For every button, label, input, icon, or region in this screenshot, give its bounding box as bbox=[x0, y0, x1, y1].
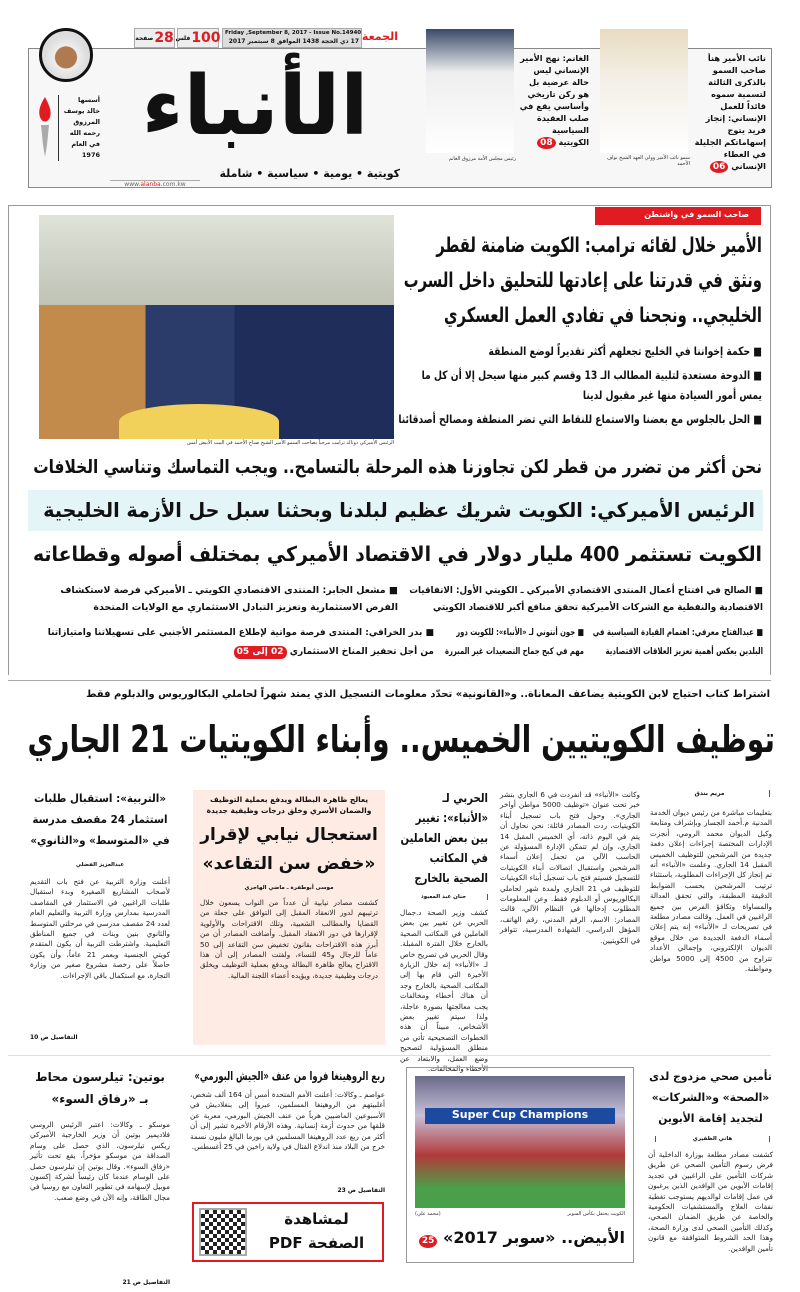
price: 100 bbox=[191, 30, 221, 46]
rohingya-body: عواصم ـ وكالات: أعلنت الأمم المتحدة أمس أن 164 ألف شخص، أغلبيتهم من الروهينغا المسلمين، عبروا إلى بنغلاديش في الأسبوعين الماضيين هرباً من عنف الجيش البورمي، معربة عن قلقها من حدوث أزمة إنسانية. وهذه الأرقام الأخيرة تشير إلى أن أكثر من ربع عدد الروهينغا المسلمين في بورما البالغ مليون نسمة خرج من البلاد منذ اندلاع القتال في ولاية راخين في 25 أغسطس. bbox=[190, 1090, 386, 1152]
lead-bullet: ■ حكمة إخواننا في الخليج تجعلهم أكثر تقديراً لوضع المنطقة bbox=[398, 341, 762, 361]
price-unit: فلس bbox=[175, 34, 191, 42]
page-ref-badge: 08 bbox=[537, 137, 556, 149]
promo-headline-inner bbox=[519, 52, 589, 149]
lead-sub-5-inner bbox=[32, 624, 434, 662]
jobs-headline-text: توظيف الكويتيين الخميس.. وأبناء الكويتيات 21 الجاري bbox=[27, 718, 775, 761]
lead-sub-4 bbox=[442, 624, 584, 664]
founder-line: أسسها bbox=[78, 96, 100, 104]
rohingya-more-link[interactable]: التفاصيل ص 23 bbox=[337, 1187, 385, 1194]
issue-day: الجمعة bbox=[361, 30, 398, 43]
retirement-body: كشفت مصادر نيابية أن عدداً من النواب يسعون خلال ترتيبهم لدور الانعقاد المقبل إلى التوافق على جعلة من القضايا والمطالب الشعبية، وتلك الاقتراحات والأولوية لإقرارها في دور الانعقاد المقبل. وأضافت المصادر أن من أبرز هذه الاقتراحات بقانون تخفيض سن التقاعد إلى 50 عاماً للرجال و45 للنساء، ولفتت المصادر إلى أن هذا الاقتراح يعالج ظاهرة البطالة ويدفع بعملية التوظيف ويخلق درجات وظيفية جديدة، ويؤيده أعضاء اللجنة المالية. bbox=[200, 898, 378, 980]
lead-sub-text: ■ عبدالفتاح معرفي: اهتمام القيادة السياسية في البلدين يعكس أهمية تعزيز العلاقات الاقتصادية bbox=[592, 624, 763, 662]
promo-caption: سمو نائب الأمير وولي العهد الشيخ نواف الأحمد bbox=[606, 155, 690, 167]
education-headline[interactable] bbox=[30, 788, 170, 858]
sport-headline-text: الأبيض.. «سوبر 2017» bbox=[443, 1228, 625, 1247]
retirement-headline-text: استعجال نيابي لإقرار «خفض سن التقاعد» bbox=[200, 825, 378, 874]
lead-line-1-text: نحن أكثر من تضرر من قطر لكن تجاوزنا هذه المرحلة بالتسامح.. ويجب التماسك وتناسي الخلافات bbox=[33, 457, 762, 478]
issue-date bbox=[225, 29, 362, 47]
jobs-kicker bbox=[30, 687, 770, 703]
promo-text: نائب الأمير هنأ صاحب السمو بالذكرى الثالثة لتسمية سموه قائداً للعمل الإنساني: إنجاز فريد يتوج إسهاماتكم الجليلة في العطاء الإنساني bbox=[694, 53, 766, 171]
website-prefix: www. bbox=[124, 181, 141, 188]
newspaper-logo: الأنباء bbox=[141, 59, 369, 154]
lead-bullets-inner bbox=[398, 341, 762, 429]
lead-sub-5 bbox=[32, 624, 434, 664]
divider bbox=[8, 1055, 771, 1056]
promo-headline-inner bbox=[692, 52, 766, 173]
education-headline-text: «التربية»: استقبال طلبات استثمار 24 مقصف مدرسة في «المتوسط» و«الثانوي» bbox=[30, 792, 170, 847]
pdf-label-1: لمشاهدة bbox=[284, 1210, 349, 1228]
sport-caption: الكويت يحتفل بكأس السوبر bbox=[567, 1211, 625, 1217]
harbi-body: كشف وزير الصحة د.جمال الحربي عن تغيير بين بعض العاملين في المكاتب الصحية بالخارج خلال الفترة المقبلة. وقال الحربي في تصريح خاص لـ «الأنباء» إنه خلال الزيارة الأخيرة التي قام بها إلى المكاتب الصحية بالخارج وجد أن هناك أخطاء ومخالفات يجب معالجتها بصورة عاجلة، ولذا سيتم تغيير بعض الأشخاص، مبيناً أن هذه الخطوات التصحيحية تأتي من منطلق المسؤولية لتصحيح وضع العمل، والابتعاد عن الأخطاء والمخالفات. bbox=[400, 908, 488, 1074]
pdf-box[interactable] bbox=[192, 1202, 384, 1262]
page-count: 28 bbox=[154, 30, 174, 46]
lead-sub-text: ■ مشعل الجابر: المنتدى الاقتصادي الكويتي ـ الأميركي فرصة لاستكشاف الفرص الاستثمارية وتعزيز التبادل الاستثماري مع الولايات المتحدة bbox=[32, 582, 398, 616]
lead-headline-text: الأمير خلال لقائه ترامب: الكويت ضامنة لقطر ونثق في قدرتنا على إعادتها للتحليق داخل السرب الخليجي.. ونجحنا في تفادي العمل العسكري bbox=[403, 233, 762, 327]
jobs-kicker-text: اشتراط كتاب احتياج لابن الكويتية يضاعف المعاناة.. و«القانونية» تحدّد معلومات التسجيل الذي يمتد شهراً لحاملي البكالوريوس والدبلوم فقط bbox=[86, 689, 770, 700]
page-ref-badge: 06 bbox=[710, 161, 729, 173]
sport-headline-inner bbox=[415, 1224, 625, 1252]
education-more-link[interactable]: التفاصيل ص 10 bbox=[30, 1034, 78, 1041]
lead-headline[interactable] bbox=[400, 228, 762, 336]
founder-line: في العام bbox=[71, 140, 100, 148]
promo-headline[interactable] bbox=[519, 52, 589, 180]
promo-caption: رئيس مجلس الأمة مرزوق الغانم bbox=[448, 156, 516, 162]
jobs-body-1: بتعليمات مباشرة من رئيس ديوان الخدمة المدنية م.أحمد الجسار وبإشراف ومتابعة وكيل الديوان محمد الرومي، أنجزت الإدارات المختصة إجراءات إعلان دفعة جديدة من المرشحين للتوظيف الخميس المقبل 14 الجاري. وعلمت «الأنباء» أنه تم إنجاز كل الإجراءات المطلوبة، باستثناء ترتيب المرشحين بحسب الضوابط الدقيقة المطبقة، والتي تحقق العدالة والمساواة وتكافؤ الفرص بين جميع الراغبين في العمل. وقالت مصادر مطلعة في تصريحات لـ «الأنباء» إنه يتم إعلان أسماء الدفعة الجديدة من خلال موقع الديوان الإلكتروني، وإجمالي الأعداد تتراوح من 4500 إلى 5000 مواطن ومواطنة. bbox=[650, 808, 773, 974]
lead-line-3-text: الكويت تستثمر 400 مليار دولار في الاقتصاد الأميركي بمختلف أصوله وقطاعاته bbox=[32, 542, 762, 566]
lead-sub-2 bbox=[32, 582, 398, 618]
promo-photo-ghanim bbox=[426, 29, 514, 153]
jobs-byline: مريم بندق bbox=[650, 790, 770, 797]
lead-bullet: ■ الدوحة مستعدة لتلبية المطالب الـ 13 وقسم كبير منها سيحل إلا أن كل ما يمس أمور السيادة منها غير مقبول لدينا bbox=[398, 365, 762, 405]
price-box bbox=[177, 28, 219, 48]
photo-banner: Super Cup Champions bbox=[425, 1108, 615, 1124]
lead-sub-3 bbox=[592, 624, 763, 664]
insurance-byline: هاني الظفيري bbox=[655, 1136, 770, 1142]
tagline-text: كويتية • يومية • سياسية • شاملة bbox=[219, 167, 400, 180]
founder-portrait bbox=[39, 28, 93, 82]
tagline bbox=[205, 166, 400, 182]
harbi-headline-text: الحربي لـ «الأنباء»: تغيير بين بعض العاملين في المكاتب الصحية بالخارج bbox=[400, 791, 488, 885]
jobs-body-2: وكانت «الأنباء» قد انفردت في 6 الجاري بنشر خبر تحت عنوان «توظيف 5000 مواطن أواخر الجاري». وحول فتح باب تسجيل أبناء الكويتيات، ردت المصادر قائلة: نحن نحاول أن يتم في اليوم ذاته، أي الخميس المقبل 14 الجاري، وإن لم تتمكن الإدارة المسؤولة عن الحاسب الآلي من تحمل إعلان أسماء المرشحين واستقبال اتصالات أبناء الكويتيات للتسجيل فسيتم فتح باب تسجيل أبناء الكويتيات للتوظيف في 21 الجاري ولمدة شهر لحاملي البكالوريوس أو الدبلوم فقط. وعن المعلومات المطلوب إدخالها في النظام الآلي، قالت المصادر: الاسم، الرقم المدني، رقم الهاتف، المؤهل الدراسي، الشهادة المدرسية، تتوافر في الكويتيين. bbox=[500, 790, 641, 945]
page-ref-badge: 25 bbox=[419, 1235, 438, 1248]
retirement-kicker-text: يعالج ظاهرة البطالة ويدفع بعملية التوظيف والضمان الأسري وخلق درجات وظيفية جديدة bbox=[206, 795, 372, 815]
founder-line: 1976 bbox=[81, 151, 100, 159]
website bbox=[110, 180, 200, 188]
website-brand: alanba bbox=[140, 181, 161, 188]
qr-code-icon[interactable] bbox=[199, 1208, 247, 1256]
sport-credit: (محمد علي) bbox=[415, 1211, 441, 1217]
putin-body: موسكو ـ وكالات: اعتبر الرئيس الروسي فلاديمير بوتين أن وزير الخارجية الأميركي ريكس تيلرسون، الذي حصل على وسام الصداقة من موسكو مؤخراً، يقع تحت تأثير «رفاق السوء». وقال بوتين إن تيلرسون حصل على الوسام عندما كان رئيساً لشركة إكسون موبيل لإسهامه في تطوير التعاون مع روسيا في مجال الطاقة، وإنه الآن في وضع صعب. bbox=[30, 1120, 170, 1202]
founder-line: خالد يوسف bbox=[63, 107, 100, 115]
retirement-byline: موسى أبوطفرة ـ ماضي الهاجري bbox=[244, 885, 334, 891]
promo-photo-nawaf bbox=[600, 29, 688, 153]
founder-note bbox=[58, 95, 100, 161]
insurance-headline-text: تأمين صحي مزدوج لدى «الصحة» و«الشركات» لتجديد إقامة الأبوين bbox=[649, 1070, 772, 1125]
putin-more-link[interactable]: التفاصيل ص 21 bbox=[122, 1279, 170, 1286]
lead-sub-text: ■ بدر الخرافي: المنتدى فرصة مواتية لإطلاع المستثمر الأجنبي على تسهيلاتنا وامتيازاتنا من أجل تحفيز المناخ الاستثماري bbox=[48, 628, 434, 657]
lead-bullets bbox=[398, 341, 762, 437]
putin-headline-text: بوتين: تيلرسون محاط بـ «رفاق السوء» bbox=[35, 1070, 165, 1106]
promo-headline[interactable] bbox=[692, 52, 766, 182]
rohingya-headline[interactable] bbox=[190, 1066, 385, 1087]
section-label: صاحب السمو في واشنطن bbox=[595, 207, 761, 225]
lead-sub-1 bbox=[405, 582, 763, 618]
insurance-headline[interactable] bbox=[648, 1066, 773, 1132]
lead-sub-text: ■ جون أنتوني لـ «الأنباء»: للكويت دور مهم في كبح جماح التصعيدات غير المبررة bbox=[442, 624, 584, 662]
lead-line-2-text: الرئيس الأميركي: الكويت شريك عظيم لبلدنا وبحثنا سبل حل الأزمة الخليجية bbox=[43, 498, 755, 522]
pdf-label-2: الصفحة PDF bbox=[268, 1234, 365, 1252]
lead-line-2 bbox=[32, 490, 755, 531]
date-arabic: 17 ذي الحجة 1438 الموافق 8 سبتمبر 2017 bbox=[228, 38, 359, 45]
pages-unit: صفحة bbox=[135, 34, 154, 42]
pages-box bbox=[134, 28, 175, 48]
lead-photo-caption: الرئيس الأميركي دونالد ترامب مرحباً بصاحب السمو الأمير الشيخ صباح الأحمد في البيت الأبيض أمس bbox=[186, 440, 394, 446]
founder-line: رحمه الله bbox=[69, 129, 100, 137]
website-suffix: .com.kw bbox=[160, 181, 186, 188]
insurance-body: كشفت مصادر مطلعة بوزارة الداخلية أن فرض رسوم التأمين الصحي عن طريق شركات التأمين على الراغبين في تجديد إقامات الأبوين من الوافدين الذين يرغبون في عمل إقامات لوالديهم يستوجب تغطية نفقات العلاج والمستشفيات الحكومية والخاصة عن طريق الضمان الصحي، وكذلك التأمين الصحي لدى وزارة الصحة، وهذا الحد الشروط المتوافقة مع قانون تأمين الوافدين. bbox=[648, 1150, 773, 1253]
sport-headline[interactable] bbox=[415, 1224, 625, 1254]
retirement-headline[interactable] bbox=[200, 821, 378, 881]
harbi-headline[interactable] bbox=[400, 788, 488, 890]
divider bbox=[8, 680, 771, 681]
education-byline: عبدالعزيز الفضلي bbox=[75, 862, 125, 868]
lead-line-3 bbox=[22, 534, 762, 576]
sport-photo bbox=[415, 1076, 625, 1208]
lead-bullet: ■ الحل بالجلوس مع بعضنا والاستماع للنقاط التي تضر المنطقة ومصالح أصدقائنا bbox=[398, 409, 762, 429]
promo-text: الغانم: نهج الأمير الإنساني ليس حالة عرضية بل هو ركن تاريخي وأساسي يقع في صلب العقيدة السياسية الكويتية bbox=[519, 53, 589, 147]
education-body: أعلنت وزارة التربية عن فتح باب التقديم لأصحاب المشاريع الصغيرة وبدء استقبال طلبات الراغبين في الاستثمار في المقاصف المدرسية بمدارس وزارة التربية والتعليم العام لعدد 24 مقصف مدرسي في مرحلتي المتوسط والثانوي بنين وبنات في جميع المناطق التعليمية. واشترطت التربية أن يكون المتقدم كويتي الجنسية وبعمر 21 عاماً، وأن يكون حاصلاً على رخصة مشروع صغير من وزارة التجارة، مع استكمال باقي الإجراءات. bbox=[30, 877, 171, 980]
page-ref-badge: 02 إلى 05 bbox=[234, 646, 287, 659]
retirement-kicker bbox=[200, 794, 378, 818]
lead-photo bbox=[39, 215, 394, 439]
harbi-byline: حنان عبد المعبود bbox=[400, 894, 488, 900]
lead-sub-text: ■ الصالح في افتتاح أعمال المنتدى الاقتصادي الأميركي ـ الكويتي الأول: الاتفاقيات الاقتصادية والنفطية مع الشركات الأميركية تحقق منافع أكبر للاقتصاد الكويتي bbox=[405, 582, 763, 616]
date-english: Friday ,September 8, 2017 - Issue No.14940 bbox=[225, 30, 362, 36]
torch-icon bbox=[36, 95, 54, 160]
lead-line-1 bbox=[22, 451, 762, 487]
rohingya-headline-text: ربع الروهينغا فروا من عنف «الجيش البورمي» bbox=[194, 1069, 385, 1083]
founder-line: المرزوق bbox=[73, 118, 100, 126]
jobs-headline[interactable] bbox=[25, 707, 775, 775]
putin-headline[interactable] bbox=[30, 1066, 170, 1114]
